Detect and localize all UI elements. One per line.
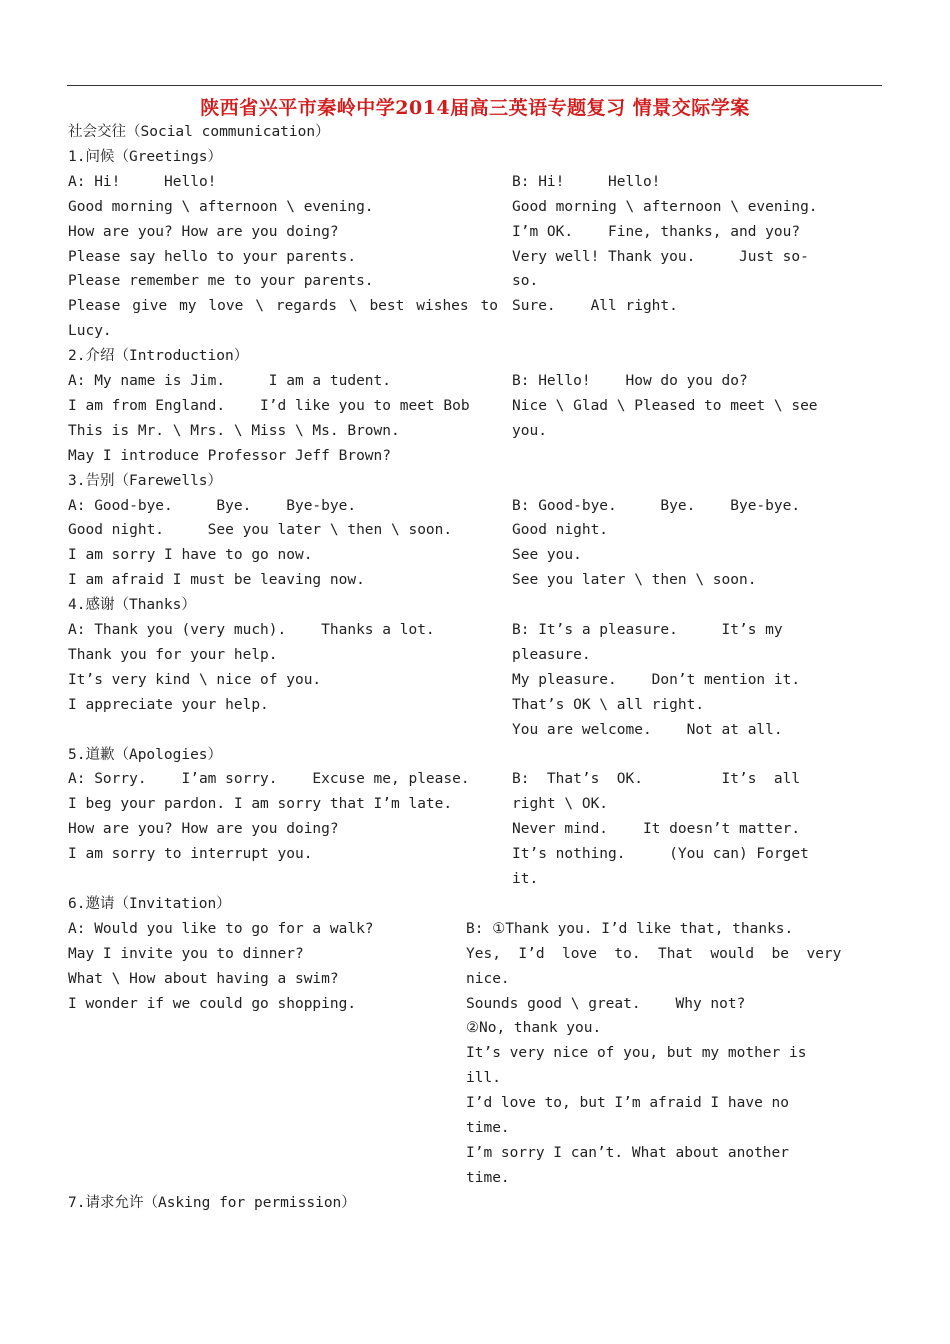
speaker-a-line: I am afraid I must be leaving now. [68, 572, 365, 589]
section-heading: 4.感谢（Thanks） [68, 597, 196, 614]
speaker-a-line: A: Sorry. I’am sorry. Excuse me, please. [68, 771, 470, 788]
speaker-b-line: Good morning \ afternoon \ evening. [512, 198, 818, 215]
speaker-a-line: A: Hi! Hello! [68, 173, 217, 190]
speaker-b-line: B: It’s a pleasure. It’s my [512, 622, 783, 638]
header-rule [67, 85, 882, 86]
speaker-b-line: Never mind. It doesn’t matter. [512, 821, 801, 838]
speaker-a-line: I beg your pardon. I am sorry that I’m late. [68, 796, 453, 813]
speaker-a-line: I wonder if we could go shopping. [68, 995, 357, 1012]
speaker-b-line: I’m OK. Fine, thanks, and you? [512, 223, 801, 240]
speaker-a-line: Thank you for your help. [68, 646, 278, 663]
speaker-b-line: I’m sorry I can’t. What about another [466, 1144, 790, 1161]
speaker-a-line: A: Thank you (very much). Thanks a lot. [68, 622, 435, 638]
speaker-b-line: Yes, I’d love to. That would be very [466, 945, 842, 962]
speaker-a-line: Good morning \ afternoon \ evening. [68, 198, 374, 215]
speaker-a-line: Please remember me to your parents. [68, 273, 374, 290]
speaker-a-line: What \ How about having a swim? [68, 970, 339, 987]
speaker-b-line: B: Hi! Hello! [512, 173, 661, 190]
speaker-b-line: pleasure. [512, 646, 591, 663]
speaker-b-line: nice. [466, 970, 510, 987]
speaker-b-line: It’s nothing. (You can) Forget [512, 846, 809, 863]
speaker-a-line: It’s very kind \ nice of you. [68, 671, 322, 688]
section-heading: 2.介绍（Introduction） [68, 348, 249, 365]
speaker-b-line: Very well! Thank you. Just so- [512, 248, 809, 265]
speaker-b-line: you. [512, 422, 547, 439]
speaker-b-line: See you later \ then \ soon. [512, 572, 757, 589]
speaker-b-line: It’s very nice of you, but my mother is [466, 1045, 807, 1062]
speaker-b-line: B: That’s OK. It’s all [512, 771, 801, 788]
speaker-b-line: Sure. All right. [512, 298, 678, 315]
speaker-a-line: I am sorry I have to go now. [68, 547, 313, 564]
speaker-b-line: B: ①Thank you. I’d like that, thanks. [466, 920, 794, 937]
speaker-b-line: time. [466, 1120, 510, 1136]
speaker-a-line: Lucy. [68, 323, 112, 340]
intro-heading: 社会交往（Social communication） [68, 124, 330, 140]
speaker-a-line: A: Good-bye. Bye. Bye-bye. [68, 497, 357, 514]
speaker-a-line: I am sorry to interrupt you. [68, 846, 313, 863]
speaker-b-line: B: Good-bye. Bye. Bye-bye. [512, 497, 801, 514]
speaker-b-line: B: Hello! How do you do? [512, 373, 748, 389]
speaker-a-line: Good night. See you later \ then \ soon. [68, 522, 453, 539]
section-heading: 6.邀请（Invitation） [68, 895, 231, 912]
speaker-b-line: Nice \ Glad \ Pleased to meet \ see [512, 397, 818, 414]
speaker-a-line: May I invite you to dinner? [68, 945, 304, 962]
speaker-a-line: May I introduce Professor Jeff Brown? [68, 447, 392, 464]
speaker-b-line: so. [512, 273, 539, 290]
speaker-a-line: I am from England. I’d like you to meet Bob [68, 397, 470, 414]
speaker-a-line: A: Would you like to go for a walk? [68, 920, 374, 937]
speaker-b-line: ill. [466, 1070, 501, 1087]
speaker-b-line: That’s OK \ all right. [512, 696, 705, 713]
speaker-b-line: My pleasure. Don’t mention it. [512, 671, 801, 688]
section-heading: 7.请求允许（Asking for permission） [68, 1194, 356, 1211]
speaker-a-line: How are you? How are you doing? [68, 223, 339, 240]
speaker-a-line: This is Mr. \ Mrs. \ Miss \ Ms. Brown. [68, 422, 400, 439]
speaker-b-line: it. [512, 871, 539, 887]
section-heading: 1.问候（Greetings） [68, 148, 223, 165]
speaker-a-line: A: My name is Jim. I am a tudent. [68, 373, 392, 389]
speaker-a-line: Please say hello to your parents. [68, 248, 357, 265]
page-title: 陕西省兴平市秦岭中学2014届高三英语专题复习 情景交际学案 [200, 97, 750, 119]
speaker-b-line: right \ OK. [512, 796, 609, 813]
speaker-b-line: time. [466, 1169, 510, 1186]
speaker-b-line: ②No, thank you. [466, 1020, 602, 1037]
speaker-b-line: I’d love to, but I’m afraid I have no [466, 1095, 790, 1112]
speaker-b-line: Sounds good \ great. Why not? [466, 995, 746, 1012]
speaker-b-line: You are welcome. Not at all. [512, 721, 783, 738]
section-heading: 5.道歉（Apologies） [68, 746, 223, 763]
speaker-a-line: How are you? How are you doing? [68, 821, 339, 838]
speaker-b-line: See you. [512, 547, 582, 564]
speaker-a-line: I appreciate your help. [68, 696, 269, 713]
section-heading: 3.告别（Farewells） [68, 472, 223, 489]
speaker-a-line: Please give my love \ regards \ best wishes to [68, 298, 498, 315]
speaker-b-line: Good night. [512, 522, 609, 539]
